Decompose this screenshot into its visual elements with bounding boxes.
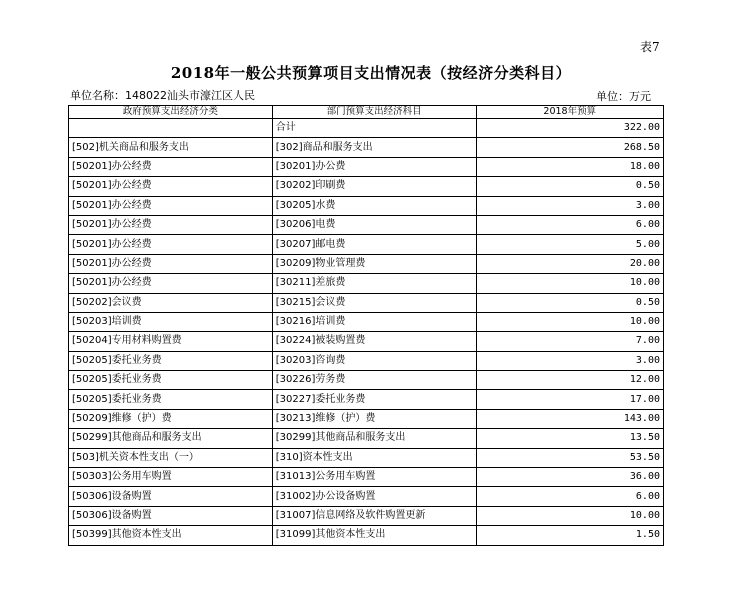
table-body	[69, 106, 664, 546]
table-header-row	[69, 106, 664, 119]
cell-budget-amount: 5.00	[476, 235, 663, 254]
table-number: 表7	[640, 40, 660, 54]
table-row	[69, 351, 664, 370]
table-row	[69, 215, 664, 234]
cell-dept-category: [30226]劳务费	[272, 371, 476, 390]
cell-dept-category: [30206]电费	[272, 215, 476, 234]
table-row	[69, 526, 664, 545]
cell-gov-category: [50299]其他商品和服务支出	[69, 429, 273, 448]
table-row	[69, 409, 664, 428]
cell-gov-category: [50201]办公经费	[69, 235, 273, 254]
cell-gov-category: [50204]专用材料购置费	[69, 332, 273, 351]
cell-dept-category: [30201]办公费	[272, 157, 476, 176]
cell-budget-amount: 3.00	[476, 351, 663, 370]
page-title: 2018年一般公共预算项目支出情况表（按经济分类科目）	[170, 64, 572, 82]
table-row	[69, 468, 664, 487]
table-row	[69, 274, 664, 293]
cell-gov-category: [50209]维修（护）费	[69, 409, 273, 428]
cell-dept-category: [30202]印刷费	[272, 177, 476, 196]
table-row	[69, 312, 664, 331]
cell-gov-category: [50201]办公经费	[69, 157, 273, 176]
header-budget-2018: 2018年预算	[476, 106, 663, 119]
cell-budget-amount: 3.00	[476, 196, 663, 215]
cell-dept-category: [31013]公务用车购置	[272, 468, 476, 487]
table-row	[69, 371, 664, 390]
cell-gov-category: [50203]培训费	[69, 312, 273, 331]
cell-gov-category: [50201]办公经费	[69, 215, 273, 234]
cell-dept-category: 合计	[272, 119, 476, 138]
cell-gov-category: [50303]公务用车购置	[69, 468, 273, 487]
cell-gov-category: [50201]办公经费	[69, 254, 273, 273]
budget-table	[68, 105, 664, 546]
table-row	[69, 254, 664, 273]
cell-dept-category: [30207]邮电费	[272, 235, 476, 254]
cell-budget-amount: 18.00	[476, 157, 663, 176]
cell-gov-category: [50201]办公经费	[69, 177, 273, 196]
table-row	[69, 448, 664, 467]
table-row	[69, 429, 664, 448]
header-dept-category: 部门预算支出经济科目	[272, 106, 476, 119]
cell-dept-category: [31007]信息网络及软件购置更新	[272, 506, 476, 525]
cell-dept-category: [30216]培训费	[272, 312, 476, 331]
table-row	[69, 119, 664, 138]
cell-budget-amount: 7.00	[476, 332, 663, 351]
cell-budget-amount: 20.00	[476, 254, 663, 273]
table-row	[69, 506, 664, 525]
cell-budget-amount: 10.00	[476, 312, 663, 331]
table-row	[69, 177, 664, 196]
cell-dept-category: [30211]差旅费	[272, 274, 476, 293]
cell-dept-category: [31099]其他资本性支出	[272, 526, 476, 545]
cell-budget-amount: 268.50	[476, 138, 663, 157]
table-row	[69, 138, 664, 157]
cell-dept-category: [302]商品和服务支出	[272, 138, 476, 157]
cell-gov-category: [50205]委托业务费	[69, 390, 273, 409]
cell-gov-category: [503]机关资本性支出（一）	[69, 448, 273, 467]
cell-budget-amount: 143.00	[476, 409, 663, 428]
cell-budget-amount: 17.00	[476, 390, 663, 409]
cell-gov-category: [50205]委托业务费	[69, 371, 273, 390]
table-row	[69, 487, 664, 506]
cell-dept-category: [30299]其他商品和服务支出	[272, 429, 476, 448]
table-row	[69, 293, 664, 312]
cell-gov-category: [502]机关商品和服务支出	[69, 138, 273, 157]
cell-gov-category: [50399]其他资本性支出	[69, 526, 273, 545]
cell-budget-amount: 10.00	[476, 274, 663, 293]
cell-budget-amount: 36.00	[476, 468, 663, 487]
table-row	[69, 390, 664, 409]
cell-dept-category: [30227]委托业务费	[272, 390, 476, 409]
cell-budget-amount: 10.00	[476, 506, 663, 525]
cell-budget-amount: 322.00	[476, 119, 663, 138]
cell-gov-category: [50205]委托业务费	[69, 351, 273, 370]
table-row	[69, 157, 664, 176]
header-gov-category: 政府预算支出经济分类	[69, 106, 273, 119]
cell-gov-category: [50306]设备购置	[69, 506, 273, 525]
cell-dept-category: [30209]物业管理费	[272, 254, 476, 273]
cell-gov-category: [50201]办公经费	[69, 274, 273, 293]
cell-budget-amount: 6.00	[476, 487, 663, 506]
cell-budget-amount: 0.50	[476, 177, 663, 196]
cell-dept-category: [30203]咨询费	[272, 351, 476, 370]
cell-dept-category: [310]资本性支出	[272, 448, 476, 467]
cell-gov-category: [50202]会议费	[69, 293, 273, 312]
cell-dept-category: [30215]会议费	[272, 293, 476, 312]
cell-dept-category: [30213]维修（护）费	[272, 409, 476, 428]
cell-dept-category: [30224]被装购置费	[272, 332, 476, 351]
cell-gov-category	[69, 119, 273, 138]
table-row	[69, 235, 664, 254]
cell-budget-amount: 6.00	[476, 215, 663, 234]
table-row	[69, 196, 664, 215]
cell-budget-amount: 1.50	[476, 526, 663, 545]
unit-label: 单位：万元	[596, 90, 651, 103]
cell-dept-category: [30205]水费	[272, 196, 476, 215]
cell-gov-category: [50201]办公经费	[69, 196, 273, 215]
cell-budget-amount: 12.00	[476, 371, 663, 390]
table-row	[69, 332, 664, 351]
unit-name: 单位名称：148022汕头市濠江区人民	[70, 89, 255, 102]
cell-budget-amount: 13.50	[476, 429, 663, 448]
cell-gov-category: [50306]设备购置	[69, 487, 273, 506]
cell-budget-amount: 0.50	[476, 293, 663, 312]
cell-dept-category: [31002]办公设备购置	[272, 487, 476, 506]
cell-budget-amount: 53.50	[476, 448, 663, 467]
